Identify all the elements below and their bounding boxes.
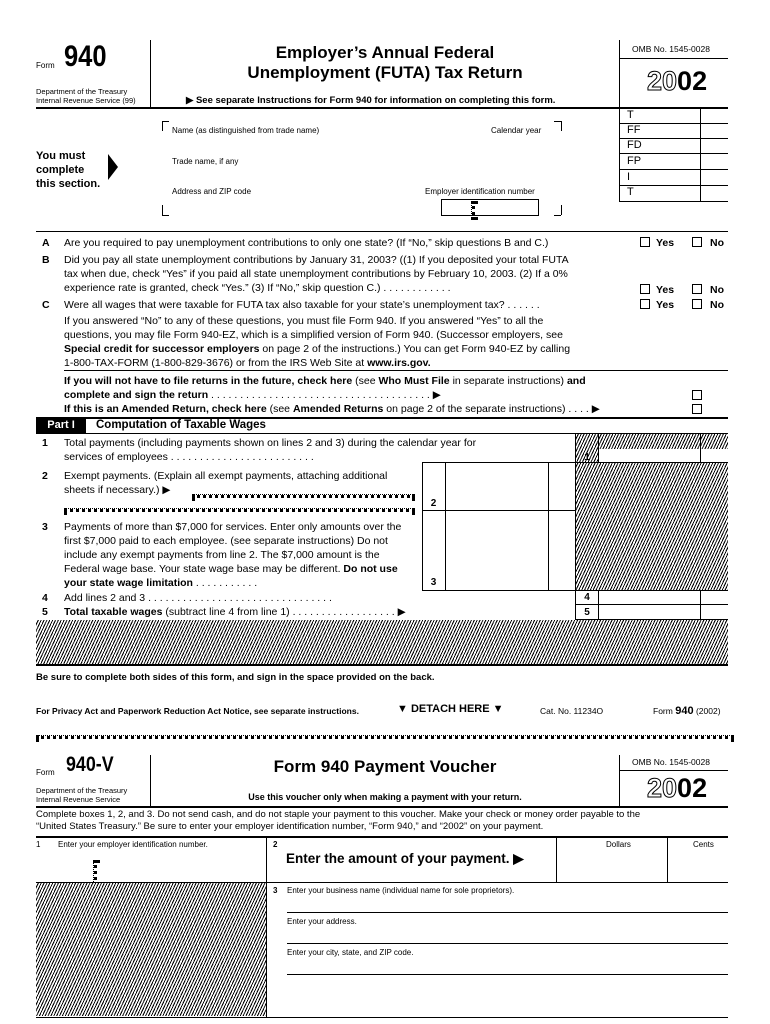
line3-text: Payments of more than $7,000 for services. Enter only amounts over the first $7,000 paid to each employee. (see separate instructions) Do not include any exempt payments from line 2. The $7,000 amount is the Federal wage base. Your state wage base may be different. Do not use your state wage limitation . . . . . . . . . . . xyxy=(64,521,402,589)
trade-name-label: Trade name, if any xyxy=(172,157,239,166)
omb-number: OMB No. 1545-0028 xyxy=(632,44,710,54)
future-returns-note: If you will not have to file returns in the future, check here (see Who Must File in separate instructions) and complete and sign the return . . . . . . . . . . . . . . . . . . . . . . . . . . . . . . . . . . . . . . ▶ xyxy=(64,375,586,401)
dollars-input[interactable] xyxy=(557,852,667,881)
code-t2: T xyxy=(627,186,634,198)
question-a-text: Are you required to pay unemployment contributions to only one state? (If “No,” skip questions B and C.) xyxy=(64,237,549,249)
line2-num: 2 xyxy=(42,470,48,482)
city-state-zip-label: Enter your city, state, and ZIP code. xyxy=(287,948,414,957)
line2-amount-input[interactable] xyxy=(446,463,548,509)
dept-line2: Internal Revenue Service (99) xyxy=(36,96,136,105)
box1-label: Enter your employer identification number. xyxy=(58,840,208,849)
catalog-number: Cat. No. 11234O xyxy=(540,706,604,716)
voucher-use-note: Use this voucher only when making a payment with your return. xyxy=(248,792,522,802)
address-voucher-input[interactable] xyxy=(287,928,728,942)
code-i: I xyxy=(627,171,631,183)
amended-return-note: If this is an Amended Return, check here (see Amended Returns on page 2 of the separate instructions) . . . . ▶ xyxy=(64,403,600,415)
line2-box-number: 2 xyxy=(430,498,437,509)
line4-box-number: 4 xyxy=(584,592,590,603)
dept-line1: Department of the Treasury xyxy=(36,87,128,96)
ein-input[interactable] xyxy=(441,199,539,216)
voucher-form-number: 940-V xyxy=(66,753,114,776)
line1-text: Total payments (including payments shown on lines 2 and 3) during the calendar year for services of employees . . . . . . . . . . . . . . . . . . . . . . . . . xyxy=(64,437,477,463)
ein-label: Employer identification number xyxy=(425,187,535,196)
question-c-yes-label: Yes xyxy=(656,299,675,311)
question-a-letter: A xyxy=(42,237,50,249)
box2-number: 2 xyxy=(273,840,278,849)
line5-text: Total taxable wages (subtract line 4 from line 1) . . . . . . . . . . . . . . . . . . ▶ xyxy=(64,606,406,618)
question-c-letter: C xyxy=(42,299,50,311)
name-field-label: Name (as distinguished from trade name) xyxy=(172,126,320,135)
must-complete-note: You must complete this section. xyxy=(36,150,101,190)
question-a-no-checkbox[interactable] xyxy=(692,237,702,247)
calendar-year-label: Calendar year xyxy=(491,126,542,135)
cents-label: Cents xyxy=(693,840,714,849)
voucher-form-word: Form xyxy=(36,768,55,777)
question-c-text: Were all wages that were taxable for FUTA tax also taxable for your state’s unemployment tax? . . . . . . xyxy=(64,299,540,311)
instructions-note: ▶ See separate Instructions for Form 940 for information on completing this form. xyxy=(186,95,556,106)
question-c-no-checkbox[interactable] xyxy=(692,299,702,309)
question-b-yes-checkbox[interactable] xyxy=(640,284,650,294)
part-i-tag: Part I xyxy=(36,418,86,433)
voucher-tax-year: 2002 xyxy=(647,773,708,803)
voucher-instructions: Complete boxes 1, 2, and 3. Do not send cash, and do not staple your payment to this voucher. Make your check or money order payable to the “United States Treasury.” Be sure to enter your employer identification number, “Form 940,” and “2002” on your payment. xyxy=(36,809,641,832)
line3-num: 3 xyxy=(42,521,48,533)
voucher-title: Form 940 Payment Voucher xyxy=(273,757,497,776)
amended-return-checkbox[interactable] xyxy=(692,404,702,414)
line1-amount-input[interactable] xyxy=(599,449,700,462)
line1-cents-input[interactable] xyxy=(701,449,728,462)
question-a-yes-checkbox[interactable] xyxy=(640,237,650,247)
tax-year: 2002 xyxy=(647,66,708,96)
voucher-omb-number: OMB No. 1545-0028 xyxy=(632,757,710,767)
ein-voucher-input[interactable] xyxy=(36,852,266,882)
code-t: T xyxy=(627,109,634,121)
part-i-title: Computation of Taxable Wages xyxy=(96,419,266,431)
line5-num: 5 xyxy=(42,606,48,618)
amount-label: Enter the amount of your payment. ▶ xyxy=(286,851,524,866)
line3-amount-input[interactable] xyxy=(446,511,548,589)
voucher-hatched-area xyxy=(36,883,266,1016)
question-c-yes-checkbox[interactable] xyxy=(640,299,650,309)
address-label: Address and ZIP code xyxy=(172,187,252,196)
line3-box-number: 3 xyxy=(430,577,437,588)
code-fd: FD xyxy=(627,139,642,151)
form-footer: Form 940 (2002) xyxy=(653,705,721,717)
complete-both-sides-note: Be sure to complete both sides of this form, and sign in the space provided on the back. xyxy=(36,672,435,683)
address-voucher-label: Enter your address. xyxy=(287,917,357,926)
line1-num: 1 xyxy=(42,437,48,449)
line5-box-number: 5 xyxy=(584,607,590,618)
question-b-no-label: No xyxy=(710,284,724,296)
form-ez-note: If you answered “No” to any of these questions, you must file Form 940. If you answered “Yes” to all the questions, you may file Form 940-EZ, which is a simplified version of Form 940. (Successor employers, see Special credit for successor employers on page 2 of the instructions.) You can get Form 940-EZ by calling 1-800-TAX-FORM (1-800-829-3676) or from the IRS Web Site at www.irs.gov. xyxy=(64,315,571,369)
dollars-label: Dollars xyxy=(606,840,631,849)
form-number: 940 xyxy=(64,40,107,73)
line4-num: 4 xyxy=(42,592,48,604)
question-b-yes-label: Yes xyxy=(656,284,675,296)
question-b-text: Did you pay all state unemployment contributions by January 31, 2003? ((1) If you deposited your total FUTA tax when due, check “Yes” if you paid all state unemployment contributions by February 10, 2003. (2) If a 0% experience rate is granted, check “Yes.” (3) If “No,” skip question C.) . . . . . . . . . . . . xyxy=(64,254,569,294)
cents-input[interactable] xyxy=(668,852,728,881)
hatched-area xyxy=(576,462,728,590)
business-name-label: Enter your business name (individual name for sole proprietors). xyxy=(287,886,515,895)
box1-number: 1 xyxy=(36,840,41,849)
line4-text: Add lines 2 and 3 . . . . . . . . . . . . . . . . . . . . . . . . . . . . . . . . xyxy=(64,592,332,604)
line4-amount-input[interactable] xyxy=(599,591,700,604)
line5-amount-input[interactable] xyxy=(599,605,700,618)
form-title: Employer’s Annual Federal Unemployment (FUTA) Tax Return xyxy=(247,43,523,82)
question-b-letter: B xyxy=(42,254,50,266)
question-b-no-checkbox[interactable] xyxy=(692,284,702,294)
line2-text: Exempt payments. (Explain all exempt payments, attaching additional sheets if necessary.) ▶ xyxy=(64,470,388,496)
line1-box-number: 1 xyxy=(584,452,590,463)
detach-here: ▼ DETACH HERE ▼ xyxy=(397,703,504,715)
voucher-dept-line1: Department of the Treasury xyxy=(36,786,128,795)
question-a-no-label: No xyxy=(710,237,724,249)
code-fp: FP xyxy=(627,155,642,167)
future-returns-checkbox[interactable] xyxy=(692,390,702,400)
code-ff: FF xyxy=(627,124,641,136)
voucher-dept-line2: Internal Revenue Service xyxy=(36,795,121,804)
hatched-band xyxy=(36,620,728,664)
privacy-notice: For Privacy Act and Paperwork Reduction Act Notice, see separate instructions. xyxy=(36,706,359,716)
question-c-no-label: No xyxy=(710,299,724,311)
question-a-yes-label: Yes xyxy=(656,237,675,249)
business-name-input[interactable] xyxy=(287,897,728,911)
box3-number: 3 xyxy=(273,886,278,895)
city-state-zip-input[interactable] xyxy=(287,959,728,973)
form-word: Form xyxy=(36,61,55,70)
pointer-arrow-icon xyxy=(108,154,118,180)
